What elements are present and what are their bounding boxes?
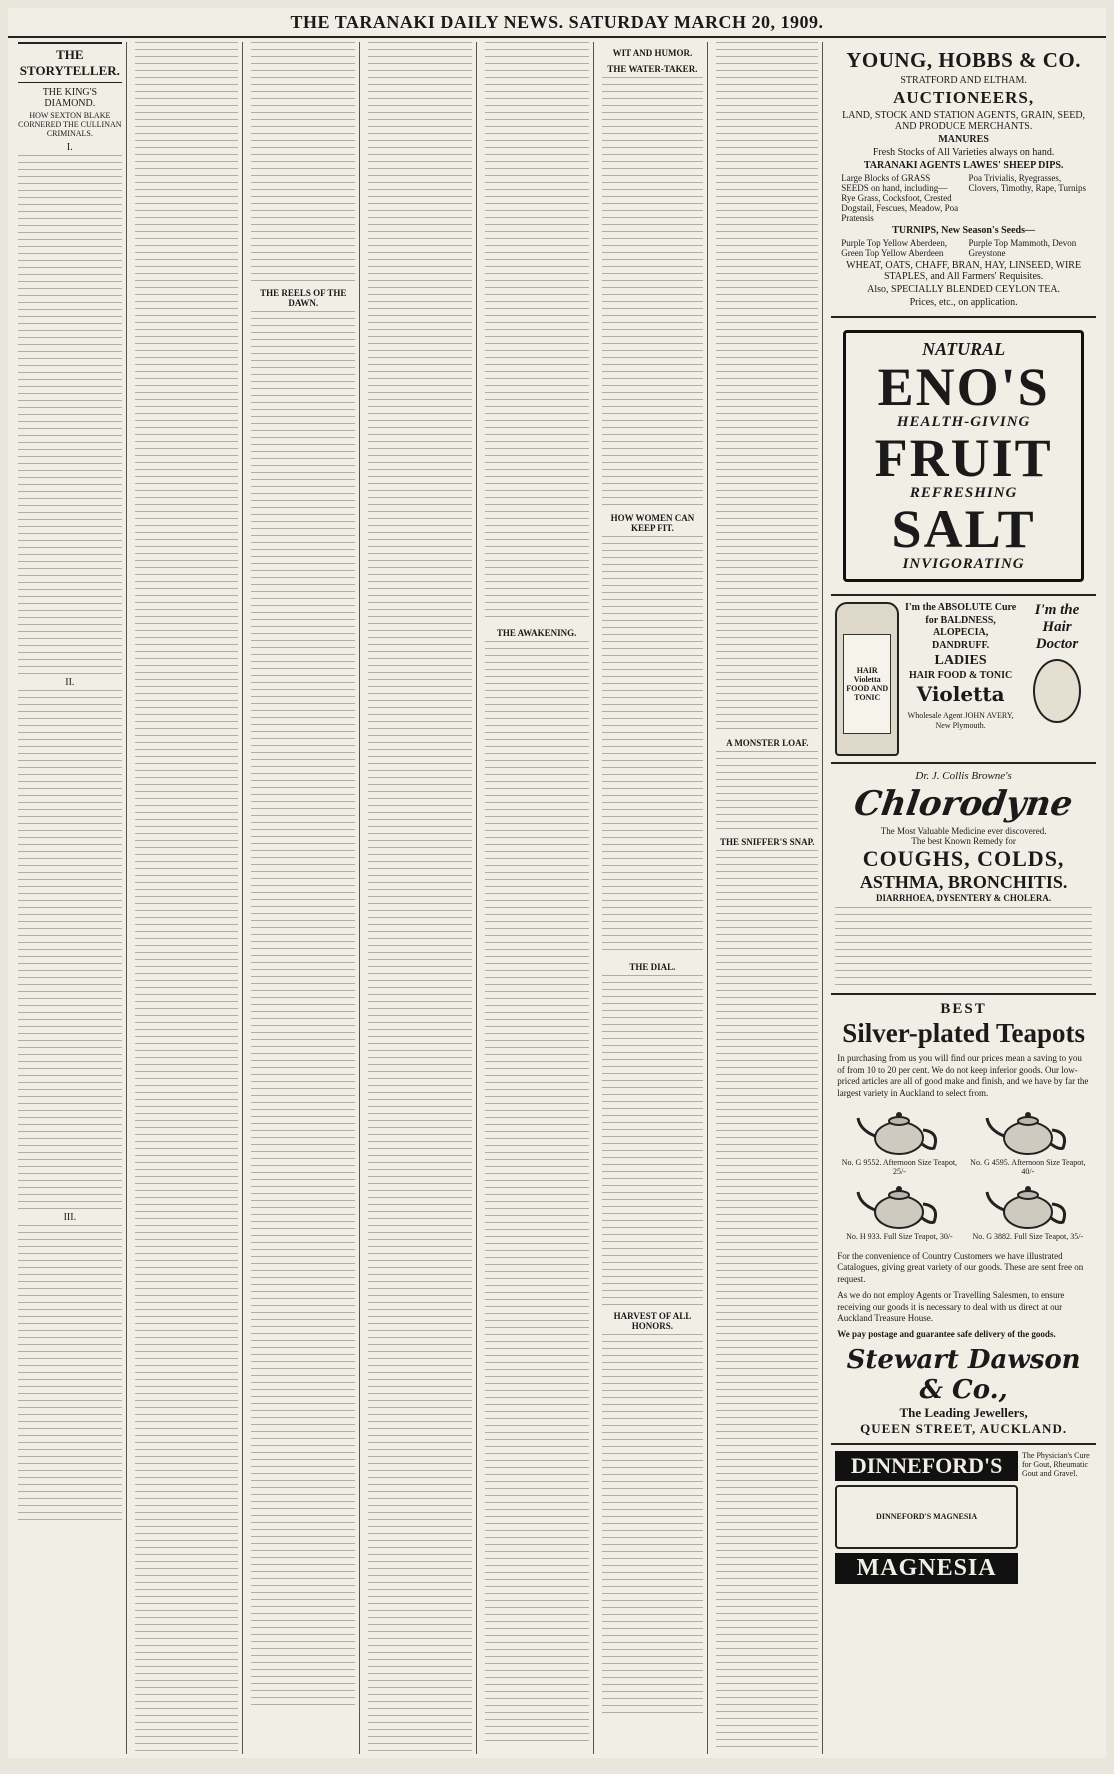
- story-subtitle: HOW SEXTON BLAKE CORNERED THE CULLINAN CRIMINALS.: [18, 111, 122, 138]
- part-one-heading: I.: [66, 142, 73, 153]
- teapots-body: In purchasing from us you will find our prices mean a saving to you of from 10 to 20 per cent. We do not keep inferior goods. Our low-priced articles are all of good make and finish, and we have by far the largest variety in Auckland to select from.: [837, 1053, 1089, 1099]
- stewart-dawson: [835, 1345, 1092, 1437]
- turnip-list-right: Purple Top Mammoth, Devon Greystone: [968, 238, 1077, 258]
- article-text: [368, 42, 472, 1754]
- enos-fruit: FRUIT: [874, 428, 1053, 488]
- article-text: [716, 42, 818, 732]
- article-text: [602, 975, 704, 1305]
- heading-harvest: HARVEST OF ALL HONORS.: [613, 1311, 692, 1331]
- young-hobbs-name: YOUNG, HOBBS & CO.: [846, 48, 1081, 72]
- chlorodyne-name: Chlorodyne: [851, 784, 1076, 824]
- article-text: [251, 311, 355, 1711]
- teapot-grid: [835, 1106, 1092, 1245]
- turnip-list-left: Purple Top Yellow Aberdeen, Green Top Yellow Aberdeen: [841, 238, 948, 258]
- teapots-ad: [831, 995, 1096, 1445]
- hair-tonic-bottle-image: [835, 602, 899, 756]
- young-hobbs-agents: LAND, STOCK AND STATION AGENTS, GRAIN, SEED, AND PRODUCE MERCHANTS.: [842, 110, 1086, 132]
- hair-doctor: [1022, 602, 1092, 729]
- teapots-agents: As we do not employ Agents or Travelling Salesmen, to ensure receiving our goods it is necessary to deal with us direct at our Auckland Treasure House.: [837, 1289, 1065, 1324]
- enos-brand: ENO'S: [877, 357, 1050, 417]
- article-text: [485, 42, 589, 622]
- dinnefords-left: [835, 1451, 1018, 1584]
- chlorodyne-also: DIARRHOEA, DYSENTERY & CHOLERA.: [876, 893, 1052, 903]
- teapot-label: No. G 3882. Full Size Teapot, 35/-: [972, 1231, 1084, 1241]
- teapots-catalogue: For the convenience of Country Customers we have illustrated Catalogues, giving great variety of our goods. These are sent free on request.: [837, 1250, 1084, 1285]
- young-hobbs-role: AUCTIONEERS,: [893, 88, 1035, 107]
- turnips-heading: TURNIPS, New Season's Seeds—: [892, 225, 1035, 236]
- stewart-street: QUEEN STREET, AUCKLAND.: [860, 1420, 1068, 1436]
- teapot-item: [839, 1180, 959, 1241]
- dinnefords-brand: DINNEFORD'S: [835, 1451, 1018, 1481]
- column-1: [14, 42, 127, 1754]
- section-title: THE STORYTELLER.: [18, 42, 122, 83]
- teapot-item: [968, 1180, 1088, 1241]
- violetta-copy: [903, 602, 1018, 731]
- column-3: [247, 42, 360, 1754]
- enos-salt: SALT: [891, 499, 1036, 559]
- teapot-label: No. G 4595. Afternoon Size Teapot, 40/-: [970, 1157, 1086, 1176]
- enos-fruit-salt-ad: [831, 318, 1096, 596]
- part-three-heading: III.: [63, 1212, 77, 1223]
- column-2: [131, 42, 244, 1754]
- stewart-lead: The Leading Jewellers,: [899, 1404, 1028, 1420]
- chlorodyne-ailments-2: ASTHMA, BRONCHITIS.: [859, 872, 1068, 892]
- teapot-label: No. H 933. Full Size Teapot, 30/-: [846, 1231, 953, 1241]
- heading-monster-loaf: A MONSTER LOAF.: [726, 738, 809, 748]
- column-7: [712, 42, 823, 1754]
- enos-refreshing: REFRESHING: [909, 485, 1018, 501]
- chlorodyne-ailments-1: COUGHS, COLDS,: [862, 846, 1065, 871]
- violetta-product: HAIR FOOD & TONIC: [908, 669, 1013, 681]
- part-two-heading: II.: [65, 677, 75, 688]
- sheep-dips: TARANAKI AGENTS LAWES' SHEEP DIPS.: [863, 160, 1064, 171]
- newspaper-page: [8, 8, 1106, 1758]
- article-text: [18, 155, 122, 675]
- teapot-label: No. G 9552. Afternoon Size Teapot, 25/-: [841, 1157, 958, 1176]
- teapots-title: Silver-plated Teapots: [842, 1018, 1085, 1048]
- teapot-item: [839, 1106, 959, 1176]
- enos-frame: [843, 330, 1084, 582]
- teapot-icon: [839, 1180, 959, 1232]
- enos-invigorating: INVIGORATING: [902, 556, 1025, 572]
- bottle-label: HAIR Violetta FOOD AND TONIC: [843, 634, 891, 734]
- tea-line: Also, SPECIALLY BLENDED CEYLON TEA.: [867, 284, 1061, 295]
- stewart-name: Stewart Dawson & Co.,: [846, 1344, 1081, 1405]
- article-text: [18, 690, 122, 1210]
- dinnefords-jar-image: DINNEFORD'S MAGNESIA: [835, 1485, 1018, 1549]
- manures-heading: MANURES: [938, 134, 989, 145]
- article-text: [602, 1334, 704, 1714]
- teapot-icon: [968, 1106, 1088, 1158]
- column-4: [364, 42, 477, 1754]
- column-6: [598, 42, 709, 1754]
- seed-lists: [835, 173, 1092, 223]
- article-heading-awakening: THE AWAKENING.: [496, 628, 577, 638]
- manures-line: Fresh Stocks of All Varieties always on hand.: [872, 147, 1055, 158]
- teapots-best: BEST: [940, 1001, 987, 1017]
- article-text: [135, 42, 239, 1754]
- heading-dial: THE DIAL.: [629, 962, 676, 972]
- chlorodyne-best: The best Known Remedy for: [911, 836, 1016, 846]
- article-text: [251, 42, 355, 282]
- seed-list-left: Large Blocks of GRASS SEEDS on hand, including— Rye Grass, Cocksfoot, Crested Dogstail, Fescues, Meadow, Poa Pratensis: [841, 173, 959, 223]
- violetta-cure: I'm the ABSOLUTE Cure for BALDNESS, ALOPECIA, DANDRUFF.: [904, 602, 1017, 651]
- chlorodyne-ad: [831, 764, 1096, 995]
- dinnefords-ad: [831, 1445, 1096, 1590]
- turnip-lists: [835, 238, 1092, 258]
- teapot-icon: [968, 1180, 1088, 1232]
- doctor-portrait-icon: [1033, 659, 1081, 723]
- article-text: [716, 850, 818, 1750]
- young-hobbs-place: STRATFORD AND ELTHAM.: [900, 75, 1027, 86]
- enos-natural: NATURAL: [922, 339, 1006, 359]
- dinnefords-side-text: The Physician's Cure for Gout, Rheumatic Gout and Gravel.: [1022, 1450, 1090, 1478]
- teapots-postage: We pay postage and guarantee safe delivery of the goods.: [837, 1328, 1056, 1339]
- article-text: [602, 77, 704, 507]
- chlorodyne-fine-print: [835, 907, 1092, 987]
- columns: [14, 42, 1100, 1754]
- teapot-item: [968, 1106, 1088, 1176]
- wheat-line: WHEAT, OATS, CHAFF, BRAN, HAY, LINSEED, WIRE STAPLES, and All Farmers' Requisites.: [846, 260, 1082, 282]
- article-text: [485, 641, 589, 1741]
- violetta-ladies: LADIES: [934, 653, 987, 668]
- article-text: [18, 1225, 122, 1525]
- heading-water-taker: THE WATER-TAKER.: [607, 64, 698, 74]
- advertisements-column: [827, 42, 1100, 1754]
- violetta-wholesale: Wholesale Agent JOHN AVERY, New Plymouth.: [907, 711, 1014, 730]
- hair-doctor-text: I'm the Hair Doctor: [1034, 602, 1080, 652]
- heading-keep-fit: HOW WOMEN CAN KEEP FIT.: [610, 513, 695, 533]
- dinnefords-magnesia: MAGNESIA: [835, 1553, 1018, 1584]
- violetta-name: Violetta: [916, 682, 1005, 706]
- young-hobbs-ad: [831, 42, 1096, 318]
- enos-health: HEALTH-GIVING: [896, 414, 1031, 430]
- article-text: [716, 751, 818, 831]
- chlorodyne-tagline: The Most Valuable Medicine ever discovered.: [880, 826, 1047, 836]
- article-text: [602, 536, 704, 956]
- article-heading-reels: THE REELS OF THE DAWN.: [260, 288, 347, 308]
- chlorodyne-maker: Dr. J. Collis Browne's: [915, 770, 1012, 782]
- violetta-ad: [831, 596, 1096, 764]
- masthead: THE TARANAKI DAILY NEWS. SATURDAY MARCH 20, 1909.: [8, 8, 1106, 38]
- teapot-icon: [839, 1106, 959, 1158]
- heading-wit-humor: WIT AND HUMOR.: [612, 48, 693, 58]
- column-5: [481, 42, 594, 1754]
- story-title: THE KING'S DIAMOND.: [42, 87, 97, 109]
- heading-sniffers-snap: THE SNIFFER'S SNAP.: [720, 837, 815, 847]
- prices-line: Prices, etc., on application.: [909, 297, 1018, 308]
- seed-list-right: Poa Trivialis, Ryegrasses, Clovers, Timothy, Rape, Turnips: [968, 173, 1086, 193]
